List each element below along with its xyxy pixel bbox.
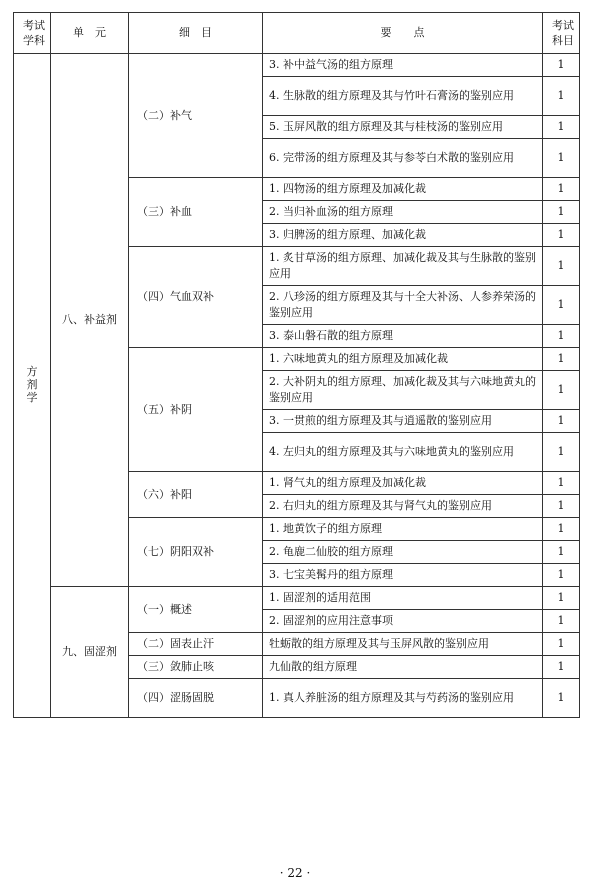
- level-cell: 1: [543, 587, 580, 610]
- point-cell: 4. 左归丸的组方原理及其与六味地黄丸的鉴别应用: [263, 433, 543, 472]
- header-detail: 细 目: [129, 13, 263, 54]
- table-row: [14, 587, 580, 610]
- header-unit: 单 元: [51, 13, 129, 54]
- detail-cell: （七）阴阳双补: [129, 518, 263, 587]
- level-cell: 1: [543, 54, 580, 77]
- level-cell: 1: [543, 247, 580, 286]
- header-level: 考试科目: [543, 13, 580, 54]
- header-points: 要 点: [263, 13, 543, 54]
- point-cell: 5. 玉屏风散的组方原理及其与桂枝汤的鉴别应用: [263, 116, 543, 139]
- point-cell: 2. 当归补血汤的组方原理: [263, 201, 543, 224]
- level-cell: 1: [543, 410, 580, 433]
- point-cell: 2. 固涩剂的应用注意事项: [263, 610, 543, 633]
- syllabus-table: [13, 12, 580, 718]
- level-cell: 1: [543, 518, 580, 541]
- level-cell: 1: [543, 77, 580, 116]
- level-cell: 1: [543, 348, 580, 371]
- point-cell: 牡蛎散的组方原理及其与玉屏风散的鉴别应用: [263, 633, 543, 656]
- level-cell: 1: [543, 371, 580, 410]
- detail-cell: （六）补阳: [129, 472, 263, 518]
- point-cell: 2. 龟鹿二仙胶的组方原理: [263, 541, 543, 564]
- point-cell: 2. 大补阴丸的组方原理、加减化裁及其与六味地黄丸的鉴别应用: [263, 371, 543, 410]
- unit-cell: 九、固涩剂: [51, 587, 129, 718]
- level-cell: 1: [543, 495, 580, 518]
- point-cell: 3. 归脾汤的组方原理、加减化裁: [263, 224, 543, 247]
- level-cell: 1: [543, 564, 580, 587]
- point-cell: 1. 固涩剂的适用范围: [263, 587, 543, 610]
- detail-cell: （三）敛肺止咳: [129, 656, 263, 679]
- point-cell: 九仙散的组方原理: [263, 656, 543, 679]
- point-cell: 1. 地黄饮子的组方原理: [263, 518, 543, 541]
- table-row: [14, 54, 580, 77]
- point-cell: 1. 四物汤的组方原理及加减化裁: [263, 178, 543, 201]
- point-cell: 1. 肾气丸的组方原理及加减化裁: [263, 472, 543, 495]
- detail-cell: （二）固表止汗: [129, 633, 263, 656]
- point-cell: 6. 完带汤的组方原理及其与参苓白术散的鉴别应用: [263, 139, 543, 178]
- level-cell: 1: [543, 433, 580, 472]
- unit-cell: 八、补益剂: [51, 54, 129, 587]
- level-cell: 1: [543, 224, 580, 247]
- level-cell: 1: [543, 633, 580, 656]
- detail-cell: （五）补阴: [129, 348, 263, 472]
- point-cell: 1. 炙甘草汤的组方原理、加减化裁及其与生脉散的鉴别应用: [263, 247, 543, 286]
- detail-cell: （三）补血: [129, 178, 263, 247]
- level-cell: 1: [543, 610, 580, 633]
- level-cell: 1: [543, 201, 580, 224]
- page-number: · 22 ·: [279, 866, 311, 880]
- level-cell: 1: [543, 656, 580, 679]
- header-subject: 考试学科: [14, 13, 51, 54]
- level-cell: 1: [543, 178, 580, 201]
- point-cell: 1. 真人养脏汤的组方原理及其与芍药汤的鉴别应用: [263, 679, 543, 718]
- level-cell: 1: [543, 286, 580, 325]
- detail-cell: （一）概述: [129, 587, 263, 633]
- point-cell: 3. 泰山磐石散的组方原理: [263, 325, 543, 348]
- header-row: [14, 13, 580, 54]
- point-cell: 3. 补中益气汤的组方原理: [263, 54, 543, 77]
- level-cell: 1: [543, 472, 580, 495]
- detail-cell: （四）涩肠固脱: [129, 679, 263, 718]
- detail-cell: （二）补气: [129, 54, 263, 178]
- point-cell: 4. 生脉散的组方原理及其与竹叶石膏汤的鉴别应用: [263, 77, 543, 116]
- level-cell: 1: [543, 325, 580, 348]
- subject-cell: 方剂学: [14, 54, 51, 718]
- detail-cell: （四）气血双补: [129, 247, 263, 348]
- level-cell: 1: [543, 139, 580, 178]
- level-cell: 1: [543, 116, 580, 139]
- level-cell: 1: [543, 679, 580, 718]
- point-cell: 2. 八珍汤的组方原理及其与十全大补汤、人参养荣汤的鉴别应用: [263, 286, 543, 325]
- point-cell: 3. 七宝美髯丹的组方原理: [263, 564, 543, 587]
- level-cell: 1: [543, 541, 580, 564]
- point-cell: 2. 右归丸的组方原理及其与肾气丸的鉴别应用: [263, 495, 543, 518]
- point-cell: 1. 六味地黄丸的组方原理及加减化裁: [263, 348, 543, 371]
- point-cell: 3. 一贯煎的组方原理及其与逍遥散的鉴别应用: [263, 410, 543, 433]
